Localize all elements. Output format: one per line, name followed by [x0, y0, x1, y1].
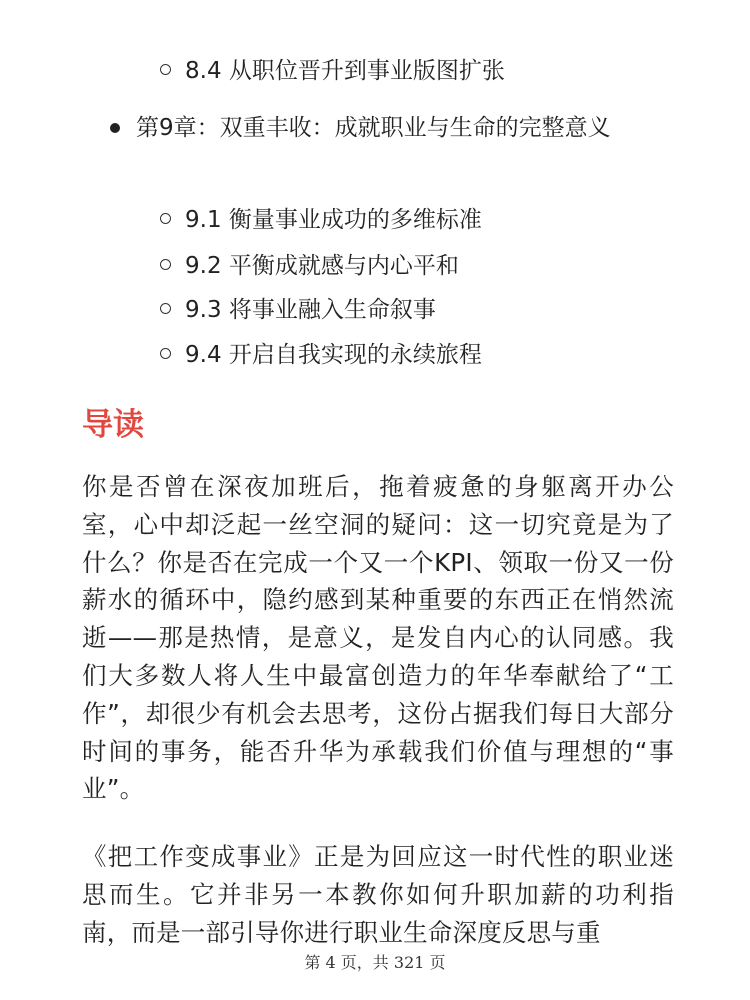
- hollow-bullet-icon: [160, 213, 171, 224]
- toc-item-9-2[interactable]: [160, 251, 459, 281]
- intro-paragraph-1: 你是否曾在深夜加班后，拖着疲惫的身躯离开办公室，心中却泛起一丝空洞的疑问：这一切究竟是为了什么？你是否在完成一个又一个KPI、领取一份又一份薪水的循环中，隐约感到某种重要的东西正在悄然流逝——那是热情，是意义，是发自内心的认同感。我们大多数人将人生中最富创造力的年华奉献给了“工作”，却很少有机会去思考，这份占据我们每日大部分时间的事务，能否升华为承载我们价值与理想的“事业”。: [82, 472, 674, 804]
- toc-item-9-3[interactable]: [160, 295, 436, 325]
- toc-item-9-4[interactable]: [160, 340, 482, 370]
- hollow-bullet-icon: [160, 64, 171, 75]
- toc-item-label: 9.2 平衡成就感与内心平和: [185, 253, 459, 279]
- hollow-bullet-icon: [160, 259, 171, 270]
- filled-bullet-icon: [110, 123, 120, 133]
- hollow-bullet-icon: [160, 348, 171, 359]
- intro-paragraph-2: 《把工作变成事业》正是为回应这一时代性的职业迷思而生。它并非另一本教你如何升职加薪的功利指南，而是一部引导你进行职业生命深度反思与重: [82, 842, 674, 947]
- toc-item-label: 9.1 衡量事业成功的多维标准: [185, 207, 482, 233]
- toc-item-9-1[interactable]: [160, 205, 482, 235]
- section-heading: 导读: [82, 407, 144, 443]
- toc-item-label: 8.4 从职位晋升到事业版图扩张: [185, 58, 505, 84]
- toc-item-8-4[interactable]: [160, 56, 505, 86]
- toc-item-label: 9.4 开启自我实现的永续旅程: [185, 342, 482, 368]
- toc-chapter-label: 第9章：双重丰收：成就职业与生命的完整意义: [136, 115, 611, 141]
- toc-chapter-9[interactable]: [110, 110, 690, 146]
- page-number: 第 4 页，共 321 页: [304, 953, 446, 972]
- toc-item-label: 9.3 将事业融入生命叙事: [185, 297, 436, 323]
- hollow-bullet-icon: [160, 303, 171, 314]
